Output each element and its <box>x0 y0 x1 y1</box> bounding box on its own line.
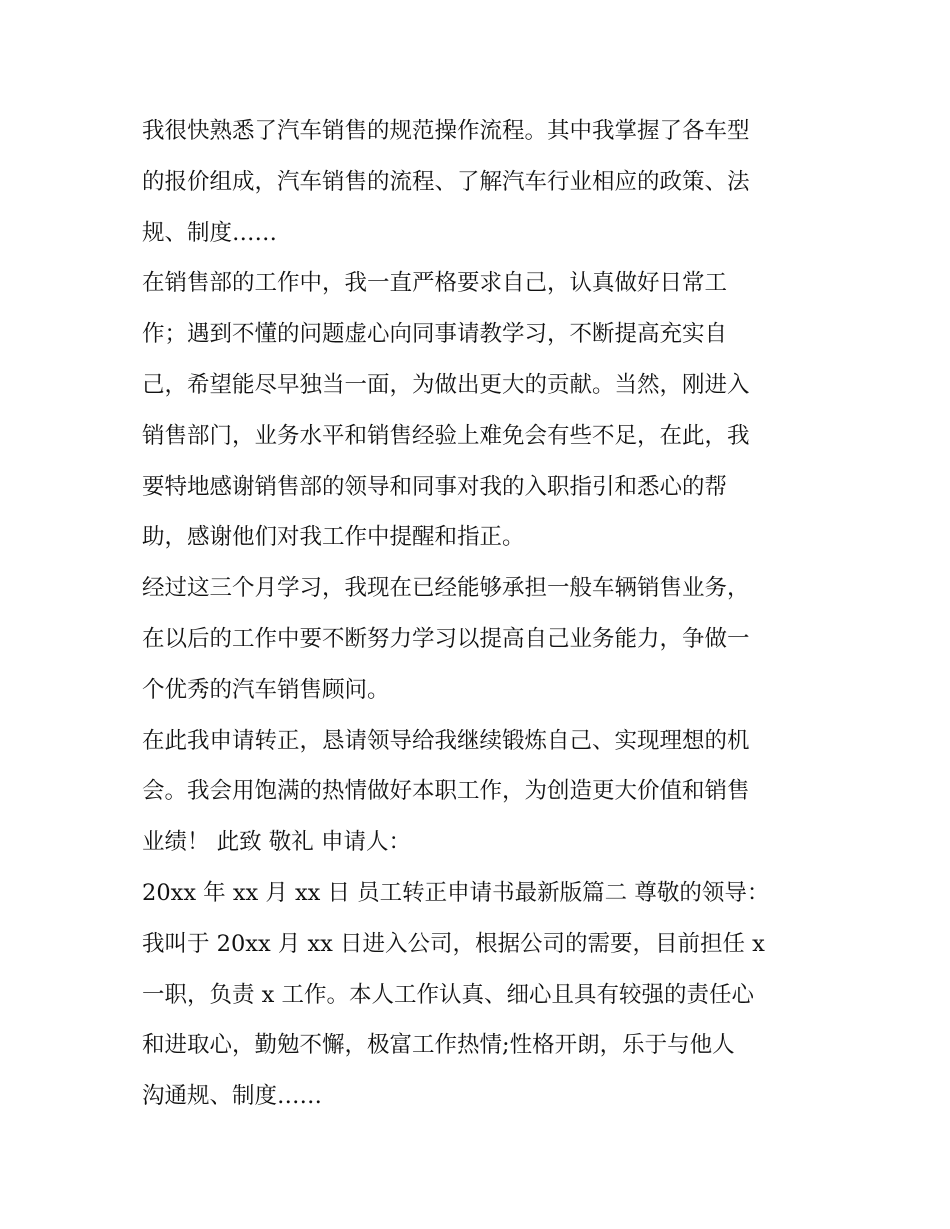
text-line: 和进取心，勤勉不懈，极富工作热情;性格开朗，乐于与他人 <box>142 1032 735 1059</box>
text-line: 在此我申请转正，恳请领导给我继续锻炼自己、实现理想的机 <box>142 727 750 754</box>
text-line: 沟通规、制度…… <box>142 1083 323 1110</box>
text-line: 的报价组成，汽车销售的流程、了解汽车行业相应的政策、法 <box>142 168 750 195</box>
text-line: 个优秀的汽车销售顾问。 <box>142 676 390 703</box>
text-line: 一职，负责 x 工作。本人工作认真、细心且具有较强的责任心 <box>142 981 754 1008</box>
text-line: 我很快熟悉了汽车销售的规范操作流程。其中我掌握了各车型 <box>142 118 750 144</box>
text-line: 在以后的工作中要不断努力学习以提高自己业务能力，争做一 <box>142 625 750 652</box>
document-body <box>142 106 820 1122</box>
text-line: 会。我会用饱满的热情做好本职工作，为创造更大价值和销售 <box>142 778 750 805</box>
text-line: 经过这三个月学习，我现在已经能够承担一般车辆销售业务， <box>142 575 750 602</box>
text-line: 助，感谢他们对我工作中提醒和指正。 <box>142 524 525 551</box>
text-line: 销售部门，业务水平和销售经验上难免会有些不足，在此，我 <box>142 422 750 449</box>
text-line: 我叫于 20xx 月 xx 日进入公司，根据公司的需要，目前担任 x <box>142 930 765 957</box>
text-line: 在销售部的工作中，我一直严格要求自己，认真做好日常工 <box>142 270 728 297</box>
text-line: 己，希望能尽早独当一面，为做出更大的贡献。当然，刚进入 <box>142 371 750 398</box>
text-line: 要特地感谢销售部的领导和同事对我的入职指引和悉心的帮 <box>142 473 728 500</box>
text-line: 业绩！ 此致 敬礼 申请人： <box>142 829 411 856</box>
text-line: 作；遇到不懂的问题虚心向同事请教学习，不断提高充实自 <box>142 321 728 348</box>
text-line: 规、制度…… <box>142 219 278 246</box>
text-line: 20xx 年 xx 月 xx 日 员工转正申请书最新版篇二 尊敬的领导： <box>142 879 770 906</box>
